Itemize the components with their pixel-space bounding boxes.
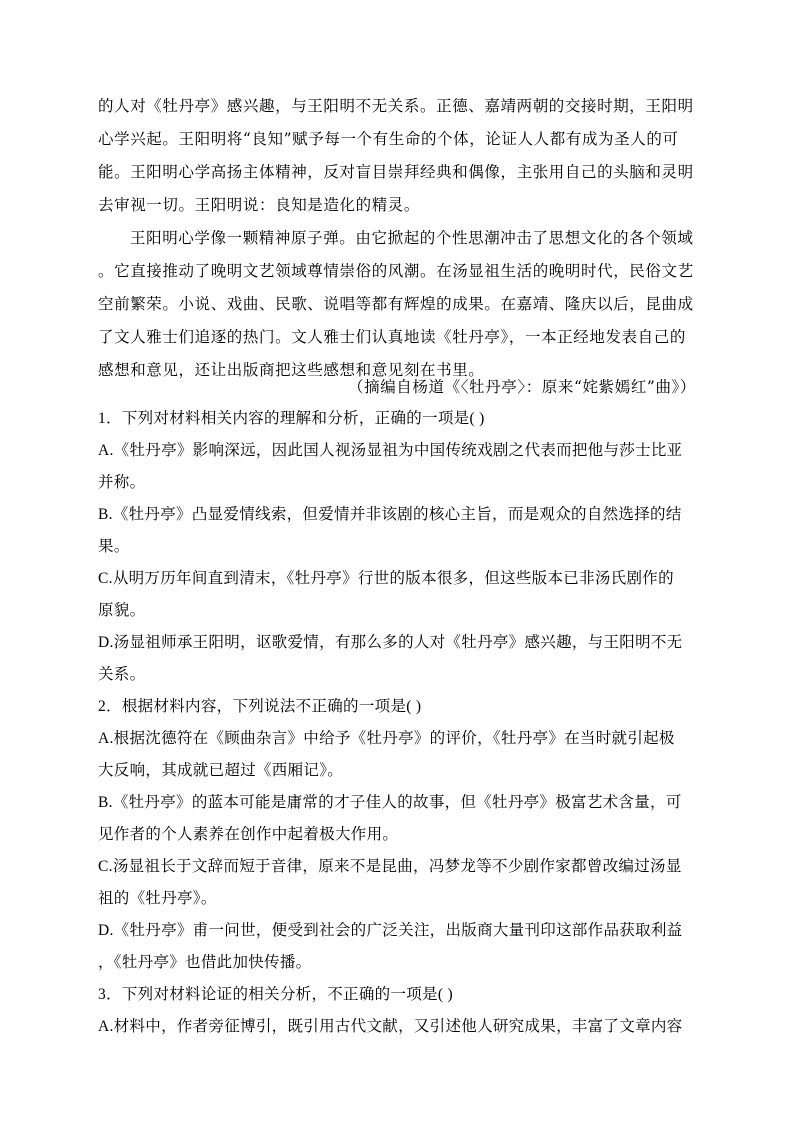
passage-line: 心学兴起。王阳明将“良知”赋予每一个有生命的个体，论证人人都有成为圣人的可	[98, 130, 679, 148]
option-line: B.《牡丹亭》凸显爱情线索，但爱情并非该剧的核心主旨，而是观众的自然选择的结	[98, 506, 682, 523]
option-line: 并称。	[98, 474, 146, 491]
passage-source: （摘编自杨道《〈牡丹亭〉：原来“姹紫嫣红”曲》）	[348, 378, 696, 396]
passage-line: 。它直接推动了晚明文艺领域尊情崇俗的风潮。在汤显祖生活的晚明时代，民俗文艺	[98, 262, 694, 280]
question-line: 1．下列对材料相关内容的理解和分析，正确的一项是( )	[98, 410, 485, 427]
option-line: 关系。	[98, 666, 146, 683]
option-line: 原貌。	[98, 602, 146, 619]
question-line: 3．下列对材料论证的相关分析，不正确的一项是( )	[98, 986, 453, 1003]
passage-line: 的人对《牡丹亭》感兴趣，与王阳明不无关系。正德、嘉靖两朝的交接时期，王阳明	[98, 97, 694, 115]
passage-line: 感想和意见，还让出版商把这些感想和意见刻在书里。	[98, 361, 485, 379]
passage-line: 了文人雅士们追逐的热门。文人雅士们认真地读《牡丹亭》，一本正经地发表自己的	[98, 328, 686, 346]
option-line: 祖的《牡丹亭》。	[98, 890, 217, 907]
passage-line: 能。王阳明心学高扬主体精神，反对盲目崇拜经典和偶像，主张用自己的头脑和灵明	[98, 163, 694, 181]
option-line: A.材料中，作者旁征博引，既引用古代文献，又引述他人研究成果，丰富了文章内容	[98, 1018, 683, 1035]
option-line: D.汤显祖师承王阳明，讴歌爱情，有那么多的人对《牡丹亭》感兴趣，与王阳明不无	[98, 634, 683, 651]
option-line: D.《牡丹亭》甫一问世，便受到社会的广泛关注，出版商大量刊印这部作品获取利益	[98, 922, 683, 939]
option-line: A.《牡丹亭》影响深远，因此国人视汤显祖为中国传统戏剧之代表而把他与莎士比亚	[98, 442, 683, 459]
option-line: A.根据沈德符在《顾曲杂言》中给予《牡丹亭》的评价，《牡丹亭》在当时就引起极	[98, 730, 675, 747]
option-line: C.汤显祖长于文辞而短于音律，原来不是昆曲，冯梦龙等不少剧作家都曾改编过汤显	[98, 858, 682, 875]
option-line: 见作者的个人素养在创作中起着极大作用。	[98, 826, 399, 843]
passage-line: 王阳明心学像一颗精神原子弹。由它掀起的个性思潮冲击了思想文化的各个领域	[130, 229, 694, 247]
passage-line: 空前繁荣。小说、戏曲、民歌、说唱等都有辉煌的成果。在嘉靖、隆庆以后，昆曲成	[98, 295, 694, 313]
option-line: C.从明万历年间直到清末，《牡丹亭》行世的版本很多，但这些版本已非汤氏剧作的	[98, 570, 674, 587]
question-line: 2．根据材料内容，下列说法不正确的一项是( )	[98, 698, 422, 715]
option-line: 大反响，其成就已超过《西厢记》。	[98, 762, 344, 779]
option-line: 果。	[98, 538, 130, 555]
option-line: ，《牡丹亭》也借此加快传播。	[98, 954, 312, 971]
passage-line: 去审视一切。王阳明说：良知是造化的精灵。	[98, 196, 421, 214]
option-line: B.《牡丹亭》的蓝本可能是庸常的才子佳人的故事，但《牡丹亭》极富艺术含量，可	[98, 794, 682, 811]
